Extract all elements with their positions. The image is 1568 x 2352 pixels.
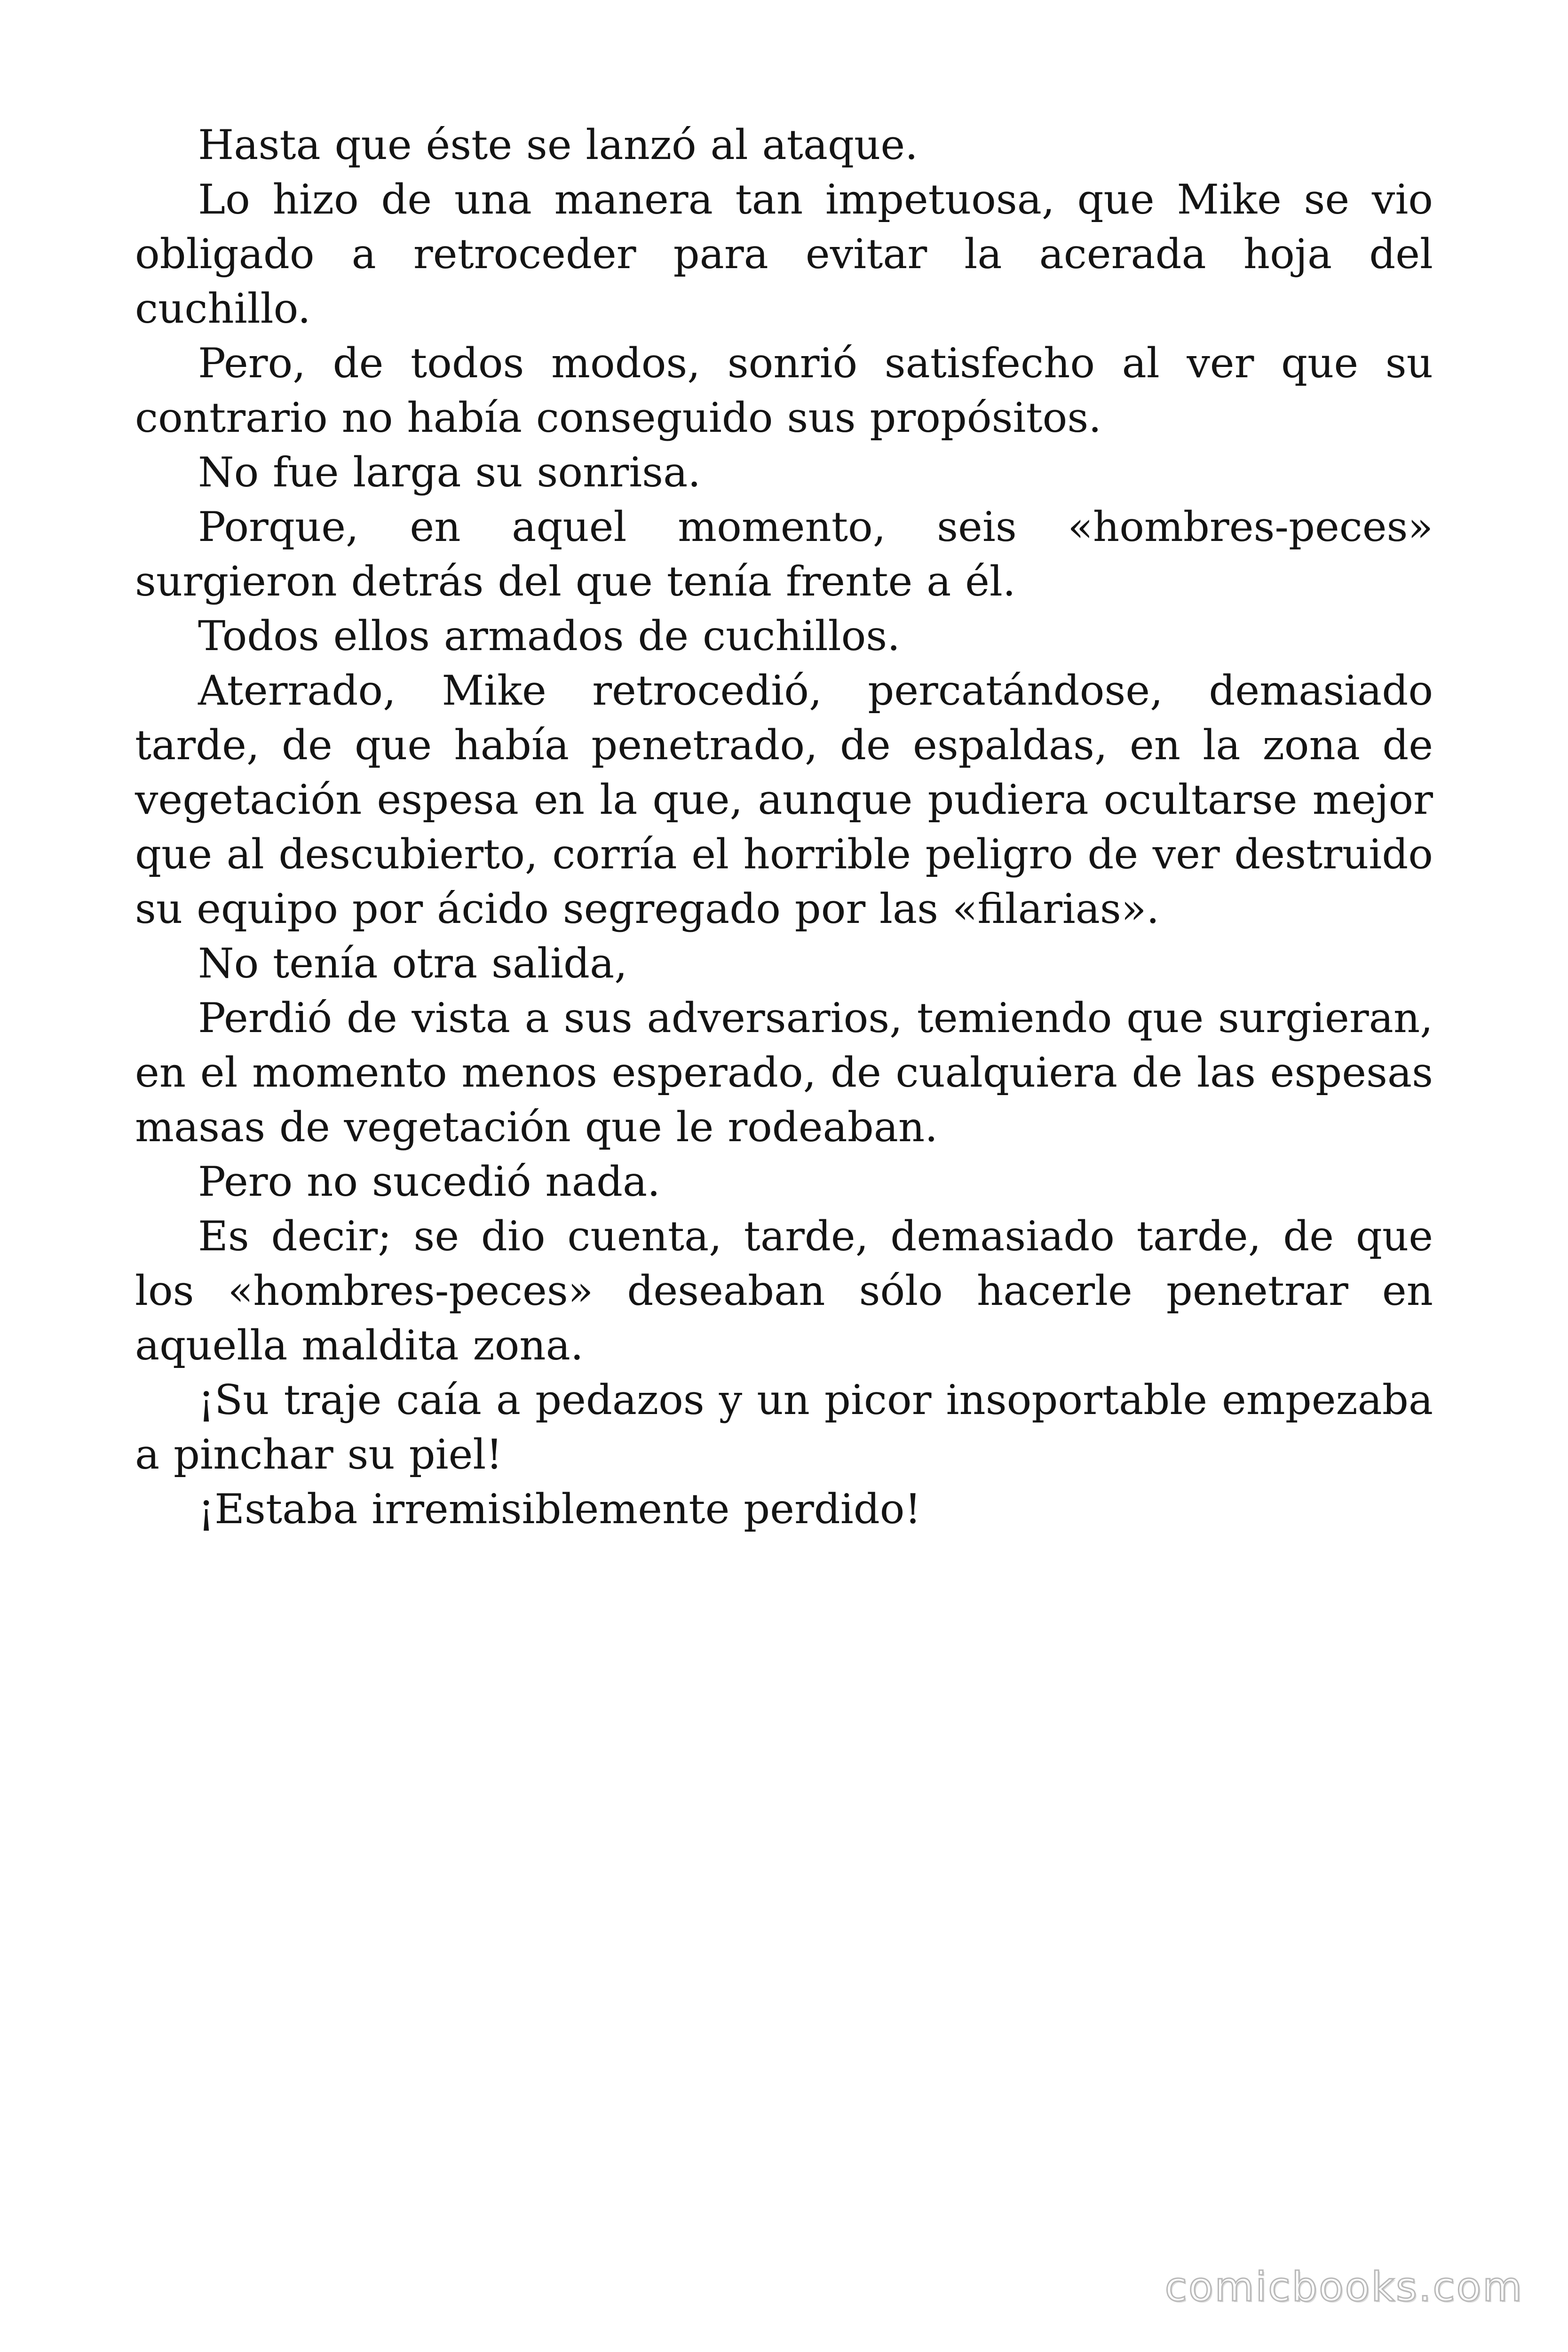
paragraph-2: Lo hizo de una manera tan impetuosa, que Mike se vio obligado a retroceder para evitar la acerada hoja del cuchillo. bbox=[135, 175, 1433, 333]
paragraph-13: ¡Estaba irremisiblemente perdido! bbox=[198, 1485, 921, 1533]
paragraph-4: No fue larga su sonrisa. bbox=[198, 448, 701, 496]
paragraph-7: Aterrado, Mike retrocedió, percatándose, demasiado tarde, de que había penetrado, de espaldas, en la zona de vegetación espesa en la que, aunque pudiera ocultarse mejor que al descubierto, corría el horrible peligro de ver destruido su equipo por ácido segregado por las «filarias». bbox=[135, 667, 1433, 933]
paragraph-6: Todos ellos armados de cuchillos. bbox=[198, 612, 901, 660]
paragraph-10: Pero no sucedió nada. bbox=[198, 1158, 660, 1206]
paragraph-12: ¡Su traje caía a pedazos y un picor insoportable empezaba a pinchar su piel! bbox=[135, 1376, 1433, 1478]
paragraph-8: No tenía otra salida, bbox=[198, 939, 628, 987]
watermark-logo: comicbooks.com bbox=[1164, 2264, 1523, 2311]
paragraph-1: Hasta que éste se lanzó al ataque. bbox=[198, 121, 918, 169]
paragraph-3: Pero, de todos modos, sonrió satisfecho al ver que su contrario no había conseguido sus propósitos. bbox=[135, 339, 1433, 442]
paragraph-9: Perdió de vista a sus adversarios, temiendo que surgieran, en el momento menos esperado, de cualquiera de las espesas masas de vegetación que le rodeaban. bbox=[135, 994, 1433, 1151]
page-body-text bbox=[135, 118, 1433, 1536]
paragraph-11: Es decir; se dio cuenta, tarde, demasiado tarde, de que los «hombres-peces» deseaban sólo hacerle penetrar en aquella maldita zona. bbox=[135, 1212, 1433, 1369]
paragraph-5: Porque, en aquel momento, seis «hombres-peces» surgieron detrás del que tenía frente a él. bbox=[135, 503, 1433, 605]
